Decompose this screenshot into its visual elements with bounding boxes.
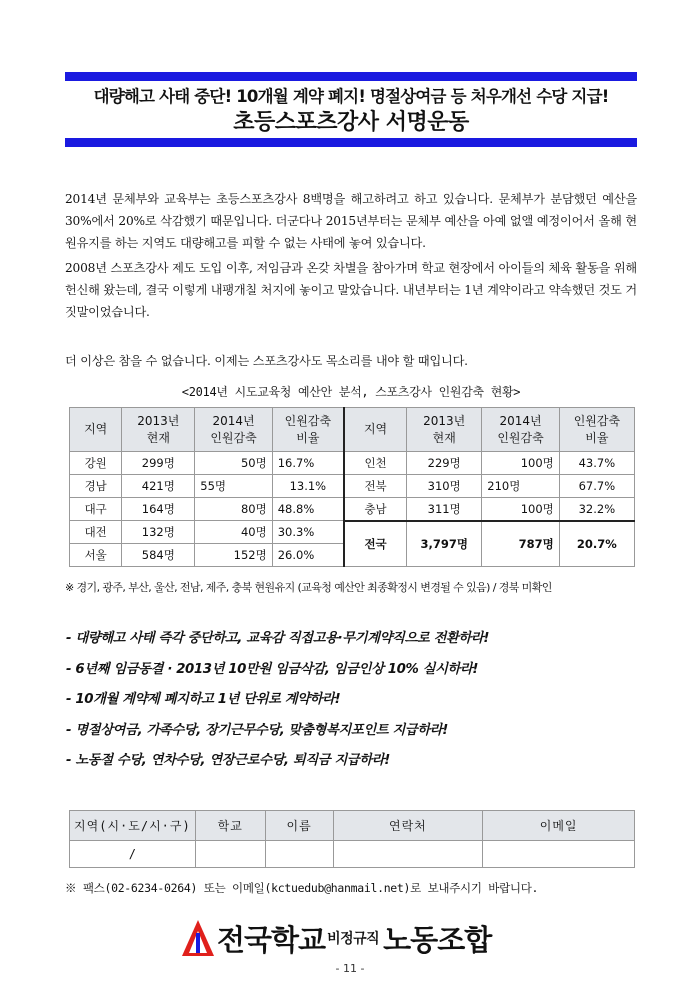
header-subtitle: 대량해고 사태 중단! 10개월 계약 폐지! 명절상여금 등 처우개선 수당 지급! bbox=[93, 87, 609, 106]
cell-cut: 100명 bbox=[482, 498, 559, 521]
signature-school-field[interactable] bbox=[195, 841, 265, 868]
signature-region-field[interactable]: / bbox=[70, 841, 196, 868]
cell-ratio: 67.7% bbox=[559, 475, 634, 498]
union-flag-icon bbox=[181, 919, 215, 957]
table-row bbox=[70, 498, 635, 521]
signature-contact-field[interactable] bbox=[333, 841, 483, 868]
logo-text-c: 노동조합 bbox=[383, 922, 492, 957]
cell-current: 421명 bbox=[122, 475, 195, 498]
paragraph-2: 2008년 스포츠강사 제도 도입 이후, 저임금과 온갖 차별을 참아가며 학교 현장에서 아이들의 체육 활동을 위해 헌신해 왔는데, 결국 이렇게 내팽개칠 처지에 놓이고 말았습니다. 내년부터는 1년 계약이라고 약속했던 것도 거짓말이었습니다. bbox=[65, 261, 637, 319]
cell-region: 경남 bbox=[70, 475, 122, 498]
cell-total-ratio: 20.7% bbox=[559, 521, 634, 567]
header-region-2: 지역 bbox=[344, 408, 407, 452]
fax-note: ※ 팩스(02-6234-0264) 또는 이메일(kctuedub@hanmail.net)로 보내주시기 바랍니다. bbox=[65, 881, 539, 895]
cell-ratio: 26.0% bbox=[272, 544, 344, 567]
paragraph-1: 2014년 문체부와 교육부는 초등스포츠강사 8백명을 해고하려고 하고 있습니다. 문체부가 분담했던 예산을 30%에서 20%로 삭감했기 때문입니다. 더군다나 2015년부터는 문체부 예산을 아예 없앨 예정이어서 올해 현원유지를 하는 지역도 대량해고를 피할 수 없는 사태에 놓여 있습니다. bbox=[65, 192, 637, 250]
cell-region: 전북 bbox=[344, 475, 407, 498]
cell-total-region: 전국 bbox=[344, 521, 407, 567]
signature-email-field[interactable] bbox=[483, 841, 635, 868]
signature-row bbox=[70, 841, 635, 868]
signature-header-region: 지역(시·도/시·구) bbox=[70, 811, 196, 841]
cell-ratio: 48.8% bbox=[272, 498, 344, 521]
cell-ratio: 32.2% bbox=[559, 498, 634, 521]
cell-cut: 50명 bbox=[195, 452, 272, 475]
signature-name-field[interactable] bbox=[265, 841, 333, 868]
cell-cut: 55명 bbox=[195, 475, 272, 498]
cell-current: 132명 bbox=[122, 521, 195, 544]
page-title: 초등스포츠강사 서명운동 bbox=[233, 110, 469, 135]
cell-current: 229명 bbox=[407, 452, 482, 475]
header-band-bottom bbox=[65, 138, 637, 147]
logo-text-b: 비정규직 bbox=[327, 931, 380, 947]
header-band-top bbox=[65, 72, 637, 81]
paragraph-3: 더 이상은 참을 수 없습니다. 이제는 스포츠강사도 목소리를 내야 할 때입니다. bbox=[65, 354, 468, 368]
demands-list bbox=[66, 627, 638, 780]
cell-cut: 152명 bbox=[195, 544, 272, 567]
demand-item: - 대량해고 사태 즉각 중단하고, 교육감 직접고용·무기계약직으로 전환하라! bbox=[66, 631, 490, 646]
cell-region: 서울 bbox=[70, 544, 122, 567]
cell-region: 강원 bbox=[70, 452, 122, 475]
cell-cut: 210명 bbox=[482, 475, 559, 498]
signature-header-school: 학교 bbox=[195, 811, 265, 841]
header-current-2: 2013년 현재 bbox=[407, 408, 482, 452]
cell-region: 충남 bbox=[344, 498, 407, 521]
union-logo bbox=[181, 917, 491, 959]
header-region: 지역 bbox=[70, 408, 122, 452]
table-row bbox=[70, 475, 635, 498]
cell-current: 310명 bbox=[407, 475, 482, 498]
demand-item: - 6년째 임금동결 · 2013년 10만원 임금삭감, 임금인상 10% 실시하라! bbox=[66, 661, 479, 677]
header-ratio: 인원감축 비율 bbox=[272, 408, 344, 452]
table-row bbox=[70, 521, 635, 544]
cell-cut: 40명 bbox=[195, 521, 272, 544]
cell-region: 인천 bbox=[344, 452, 407, 475]
cell-current: 299명 bbox=[122, 452, 195, 475]
cell-ratio: 30.3% bbox=[272, 521, 344, 544]
header-cut: 2014년 인원감축 bbox=[195, 408, 272, 452]
cell-cut: 100명 bbox=[482, 452, 559, 475]
signature-header-email: 이메일 bbox=[483, 811, 635, 841]
cell-total-current: 3,797명 bbox=[407, 521, 482, 567]
header-cut-2: 2014년 인원감축 bbox=[482, 408, 559, 452]
cell-cut: 80명 bbox=[195, 498, 272, 521]
demand-item: - 노동절 수당, 연차수당, 연장근로수당, 퇴직금 지급하라! bbox=[66, 753, 390, 768]
demand-item: - 명절상여금, 가족수당, 장기근무수당, 맞춤형복지포인트 지급하라! bbox=[66, 722, 448, 738]
page-number: - 11 - bbox=[335, 962, 365, 975]
demand-item: - 10개월 계약제 폐지하고 1년 단위로 계약하라! bbox=[66, 692, 341, 707]
cell-ratio: 43.7% bbox=[559, 452, 634, 475]
signature-header-contact: 연락처 bbox=[333, 811, 483, 841]
table-header-row bbox=[70, 408, 635, 452]
cell-total-cut: 787명 bbox=[482, 521, 559, 567]
header-current: 2013년 현재 bbox=[122, 408, 195, 452]
signature-header-row bbox=[70, 811, 635, 841]
cell-region: 대전 bbox=[70, 521, 122, 544]
cell-region: 대구 bbox=[70, 498, 122, 521]
signature-header-name: 이름 bbox=[265, 811, 333, 841]
header-ratio-2: 인원감축 비율 bbox=[559, 408, 634, 452]
table-row bbox=[70, 452, 635, 475]
staff-reduction-table bbox=[69, 407, 635, 567]
cell-current: 584명 bbox=[122, 544, 195, 567]
logo-text-a: 전국학교 bbox=[217, 922, 326, 957]
table-caption: <2014년 시도교육청 예산안 분석, 스포츠강사 인원감축 현황> bbox=[181, 385, 521, 399]
signature-table bbox=[69, 810, 635, 868]
cell-ratio: 16.7% bbox=[272, 452, 344, 475]
cell-current: 164명 bbox=[122, 498, 195, 521]
cell-current: 311명 bbox=[407, 498, 482, 521]
cell-ratio: 13.1% bbox=[272, 475, 344, 498]
table-note: ※ 경기, 광주, 부산, 울산, 전남, 제주, 충북 현원유지 (교육청 예산안 최종확정시 변경될 수 있음) / 경북 미확인 bbox=[65, 581, 552, 594]
